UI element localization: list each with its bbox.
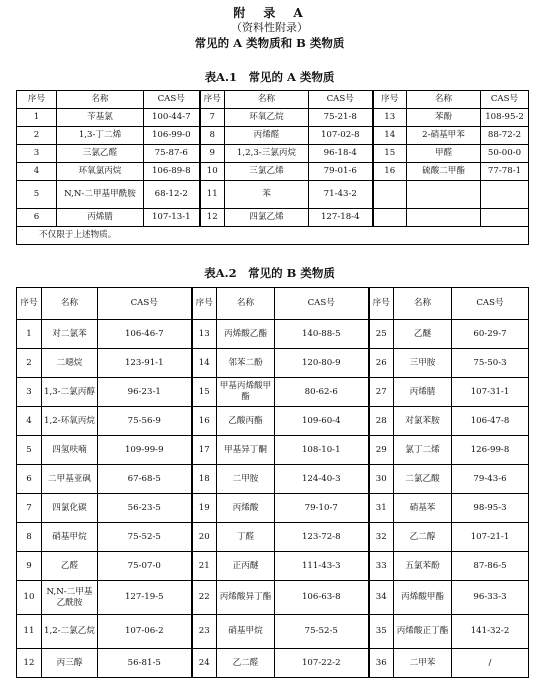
table-cell (373, 209, 407, 227)
table-row (17, 523, 529, 552)
column-header: CAS号 (309, 91, 373, 109)
column-header: CAS号 (481, 91, 529, 109)
table-row (17, 615, 529, 649)
table-cell: 环氧乙烷 (225, 109, 309, 127)
table-footnote: 不仅限于上述物质。 (17, 227, 529, 245)
table-cell: 33 (369, 552, 394, 581)
table-cell: 8 (200, 127, 225, 145)
column-header: CAS号 (452, 288, 529, 320)
table-a-caption: 表A.1 常见的 A 类物质 (204, 70, 335, 84)
table-cell: 4 (17, 407, 42, 436)
table-a (16, 90, 529, 245)
table-cell: 丙烯腈 (394, 378, 452, 407)
table-cell: 二甲苯 (394, 649, 452, 678)
table-cell: 10 (17, 581, 42, 615)
table-cell: 苯酚 (407, 109, 481, 127)
header-row (17, 288, 529, 320)
table-cell: 2 (17, 127, 57, 145)
appendix-note: （资料性附录） (231, 21, 308, 34)
table-cell: 75-21-8 (309, 109, 373, 127)
table-cell: 8 (17, 523, 42, 552)
table-cell: 15 (192, 378, 217, 407)
column-header: 名称 (407, 91, 481, 109)
table-row (17, 378, 529, 407)
table-cell: 96-33-3 (452, 581, 529, 615)
table-cell: 乙二醛 (217, 649, 275, 678)
table-cell: 107-22-2 (275, 649, 369, 678)
table-cell: 123-72-8 (275, 523, 369, 552)
table-cell: 106-89-8 (144, 163, 200, 181)
column-header: 序号 (17, 91, 57, 109)
table-cell: 106-47-8 (452, 407, 529, 436)
table-cell: 二甲基亚砜 (42, 465, 98, 494)
table-cell: / (452, 649, 529, 678)
table-cell: 2 (17, 349, 42, 378)
table-b (16, 287, 529, 678)
table-cell: 硝基甲烷 (217, 615, 275, 649)
table-row (17, 465, 529, 494)
table-cell: 22 (192, 581, 217, 615)
table-cell: 17 (192, 436, 217, 465)
table-cell: 24 (192, 649, 217, 678)
table-cell: 苯 (225, 181, 309, 209)
table-cell: 77-78-1 (481, 163, 529, 181)
table-cell: 丁醛 (217, 523, 275, 552)
table-cell: 乙醚 (394, 320, 452, 349)
table-cell: 16 (192, 407, 217, 436)
table-cell: 107-02-8 (309, 127, 373, 145)
table-cell: 50-00-0 (481, 145, 529, 163)
table-cell: 二噁烷 (42, 349, 98, 378)
table-cell: 二甲胺 (217, 465, 275, 494)
table-cell: 1,2-环氧丙烷 (42, 407, 98, 436)
table-cell: 10 (200, 163, 225, 181)
table-cell: 三甲胺 (394, 349, 452, 378)
table-cell: 140-88-5 (275, 320, 369, 349)
table-cell: 苄基氯 (57, 109, 144, 127)
table-cell: 1,2,3-三氯丙烷 (225, 145, 309, 163)
table-cell: 79-43-6 (452, 465, 529, 494)
column-header: 名称 (217, 288, 275, 320)
table-cell: 7 (200, 109, 225, 127)
table-b-caption: 表A.2 常见的 B 类物质 (204, 266, 335, 280)
table-cell: 7 (17, 494, 42, 523)
table-cell: 13 (373, 109, 407, 127)
table-cell: 31 (369, 494, 394, 523)
table-cell: 106-63-8 (275, 581, 369, 615)
table-cell: 123-91-1 (98, 349, 192, 378)
table-cell: 126-99-8 (452, 436, 529, 465)
table-cell: 32 (369, 523, 394, 552)
table-cell: 16 (373, 163, 407, 181)
table-cell: 硫酸二甲酯 (407, 163, 481, 181)
table-cell: 141-32-2 (452, 615, 529, 649)
table-cell: 乙二醇 (394, 523, 452, 552)
table-cell: 13 (192, 320, 217, 349)
table-cell: 硝基甲烷 (42, 523, 98, 552)
table-cell: 111-43-3 (275, 552, 369, 581)
table-row (17, 145, 529, 163)
column-header: CAS号 (98, 288, 192, 320)
table-cell: 18 (192, 465, 217, 494)
table-cell: 2-硝基甲苯 (407, 127, 481, 145)
table-cell: 71-43-2 (309, 181, 373, 209)
table-cell: 107-31-1 (452, 378, 529, 407)
table-cell: 9 (200, 145, 225, 163)
column-header: 名称 (42, 288, 98, 320)
table-cell: N,N-二甲基乙酰胺 (42, 581, 98, 615)
table-cell: 1,3-丁二烯 (57, 127, 144, 145)
table-row (17, 109, 529, 127)
table-cell: 四氢呋喃 (42, 436, 98, 465)
table-cell: 丙烯酸 (217, 494, 275, 523)
table-cell: 96-23-1 (98, 378, 192, 407)
table-row (17, 649, 529, 678)
column-header: 名称 (225, 91, 309, 109)
table-cell: 106-99-0 (144, 127, 200, 145)
table-cell: 对二氯苯 (42, 320, 98, 349)
table-row (17, 552, 529, 581)
table-cell: 丙烯腈 (57, 209, 144, 227)
table-cell: 29 (369, 436, 394, 465)
table-cell: 75-52-5 (98, 523, 192, 552)
table-cell: 28 (369, 407, 394, 436)
table-cell: 11 (17, 615, 42, 649)
table-cell: 108-10-1 (275, 436, 369, 465)
table-cell: 5 (17, 181, 57, 209)
column-header: 序号 (373, 91, 407, 109)
table-cell: 丙三醇 (42, 649, 98, 678)
table-row (17, 181, 529, 209)
table-cell: 5 (17, 436, 42, 465)
table-cell: 35 (369, 615, 394, 649)
table-cell: 四氯乙烯 (225, 209, 309, 227)
column-header: CAS号 (275, 288, 369, 320)
table-row (17, 320, 529, 349)
table-cell: 三氯乙烯 (225, 163, 309, 181)
table-cell: 60-29-7 (452, 320, 529, 349)
table-cell: 127-19-5 (98, 581, 192, 615)
table-cell: 丙烯酸正丁酯 (394, 615, 452, 649)
table-cell: 乙醛 (42, 552, 98, 581)
table-cell: 对氯苯胺 (394, 407, 452, 436)
table-cell: 硝基苯 (394, 494, 452, 523)
table-cell: 26 (369, 349, 394, 378)
table-cell: 1 (17, 320, 42, 349)
table-cell: 3 (17, 145, 57, 163)
table-cell: 56-23-5 (98, 494, 192, 523)
table-cell: 79-01-6 (309, 163, 373, 181)
table-cell: 127-18-4 (309, 209, 373, 227)
table-cell: 氯丁二烯 (394, 436, 452, 465)
table-cell: 环氧氯丙烷 (57, 163, 144, 181)
table-cell: 100-44-7 (144, 109, 200, 127)
column-header: CAS号 (144, 91, 200, 109)
table-cell: 96-18-4 (309, 145, 373, 163)
table-cell: 12 (17, 649, 42, 678)
table-cell: 108-95-2 (481, 109, 529, 127)
table-cell: 14 (192, 349, 217, 378)
table-cell: 二氯乙酸 (394, 465, 452, 494)
table-cell: 80-62-6 (275, 378, 369, 407)
table-cell: 107-06-2 (98, 615, 192, 649)
table-cell: 15 (373, 145, 407, 163)
footnote-row (17, 227, 529, 245)
table-cell: 106-46-7 (98, 320, 192, 349)
table-cell: 1,2-二氯乙烷 (42, 615, 98, 649)
column-header: 序号 (192, 288, 217, 320)
table-cell: 甲基异丁酮 (217, 436, 275, 465)
header-row (17, 91, 529, 109)
table-cell: 27 (369, 378, 394, 407)
table-cell: 124-40-3 (275, 465, 369, 494)
table-row (17, 581, 529, 615)
table-cell: 19 (192, 494, 217, 523)
table-cell: 乙酸丙酯 (217, 407, 275, 436)
table-cell: 甲醛 (407, 145, 481, 163)
table-cell: 107-21-1 (452, 523, 529, 552)
table-cell: 12 (200, 209, 225, 227)
table-cell: 1,3-二氯丙醇 (42, 378, 98, 407)
table-cell: 丙烯酸异丁酯 (217, 581, 275, 615)
appendix-title: 常见的 A 类物质和 B 类物质 (194, 36, 345, 50)
table-row (17, 494, 529, 523)
table-cell: 75-07-0 (98, 552, 192, 581)
table-cell: N,N-二甲基甲酰胺 (57, 181, 144, 209)
table-row (17, 127, 529, 145)
table-row (17, 349, 529, 378)
table-cell: 109-99-9 (98, 436, 192, 465)
column-header: 序号 (17, 288, 42, 320)
table-cell: 75-50-3 (452, 349, 529, 378)
table-cell: 丙烯酸乙酯 (217, 320, 275, 349)
column-header: 序号 (200, 91, 225, 109)
table-cell: 56-81-5 (98, 649, 192, 678)
table-cell: 88-72-2 (481, 127, 529, 145)
table-cell (407, 181, 481, 209)
table-row (17, 163, 529, 181)
table-cell: 68-12-2 (144, 181, 200, 209)
table-cell: 1 (17, 109, 57, 127)
table-cell: 30 (369, 465, 394, 494)
table-cell: 107-13-1 (144, 209, 200, 227)
table-cell: 79-10-7 (275, 494, 369, 523)
table-cell: 75-87-6 (144, 145, 200, 163)
table-cell: 9 (17, 552, 42, 581)
table-cell (373, 181, 407, 209)
table-cell: 14 (373, 127, 407, 145)
table-cell: 34 (369, 581, 394, 615)
table-cell: 75-56-9 (98, 407, 192, 436)
table-cell: 20 (192, 523, 217, 552)
table-cell: 邻苯二酚 (217, 349, 275, 378)
table-row (17, 209, 529, 227)
table-cell: 五氯苯酚 (394, 552, 452, 581)
table-cell (481, 181, 529, 209)
table-row (17, 407, 529, 436)
table-cell: 3 (17, 378, 42, 407)
table-cell: 67-68-5 (98, 465, 192, 494)
table-cell: 120-80-9 (275, 349, 369, 378)
table-cell: 6 (17, 465, 42, 494)
table-cell: 109-60-4 (275, 407, 369, 436)
column-header: 名称 (57, 91, 144, 109)
table-cell: 36 (369, 649, 394, 678)
appendix-heading: 附 录 A (233, 6, 306, 20)
table-cell: 丙烯酸甲酯 (394, 581, 452, 615)
table-cell: 25 (369, 320, 394, 349)
table-cell: 6 (17, 209, 57, 227)
table-cell: 三氯乙醛 (57, 145, 144, 163)
table-cell: 4 (17, 163, 57, 181)
table-cell: 四氯化碳 (42, 494, 98, 523)
table-cell: 75-52-5 (275, 615, 369, 649)
table-cell: 87-86-5 (452, 552, 529, 581)
table-cell: 21 (192, 552, 217, 581)
column-header: 序号 (369, 288, 394, 320)
column-header: 名称 (394, 288, 452, 320)
table-cell: 11 (200, 181, 225, 209)
table-cell (481, 209, 529, 227)
table-row (17, 436, 529, 465)
table-cell (407, 209, 481, 227)
table-cell: 98-95-3 (452, 494, 529, 523)
table-cell: 甲基丙烯酸甲酯 (217, 378, 275, 407)
table-cell: 23 (192, 615, 217, 649)
table-cell: 丙烯醛 (225, 127, 309, 145)
table-cell: 正丙醚 (217, 552, 275, 581)
